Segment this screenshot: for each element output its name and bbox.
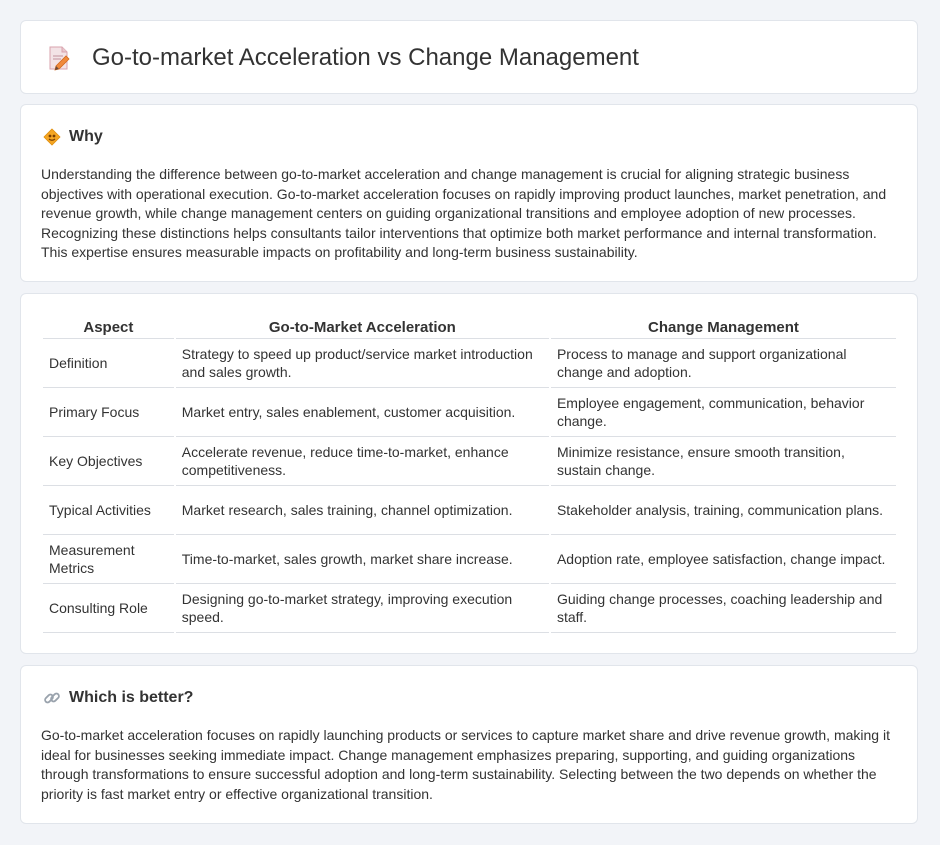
why-title: Why: [69, 128, 103, 145]
better-heading: [43, 687, 193, 709]
table-row: [43, 486, 896, 535]
header-aspect: Aspect: [43, 316, 174, 339]
go-to-market-cell: Market entry, sales enablement, customer acquisition.: [176, 388, 549, 437]
table-row: [43, 535, 896, 584]
go-to-market-cell: Strategy to speed up product/service market introduction and sales growth.: [176, 339, 549, 388]
page-title: Go-to-market Acceleration vs Change Management: [92, 44, 639, 71]
document-pencil-icon: [47, 45, 71, 71]
header-change-management: Change Management: [551, 316, 896, 339]
better-title: Which is better?: [69, 689, 194, 706]
aspect-cell: Key Objectives: [43, 437, 174, 486]
header-go-to-market: Go-to-Market Acceleration: [176, 316, 549, 339]
why-text: Understanding the difference between go-to-market acceleration and change management is crucial for aligning strategic business objectives with operational execution. Go-to-market acceleration focuses on rapidly improving product launches, market penetration, and revenue growth, while change management centers on guiding organizational transitions and employee adoption of new processes. Recognizing these distinctions helps consultants tailor interventions that optimize both market performance and internal transformation. This expertise ensures measurable impacts on profitability and long-term business sustainability.: [41, 166, 887, 261]
table-row: [43, 584, 896, 633]
aspect-cell: Definition: [43, 339, 174, 388]
go-to-market-cell: Designing go-to-market strategy, improving execution speed.: [176, 584, 549, 633]
comparison-section: [20, 293, 918, 654]
change-management-cell: Stakeholder analysis, training, communication plans.: [551, 486, 896, 535]
better-text: Go-to-market acceleration focuses on rapidly launching products or services to capture market share and drive revenue growth, making it ideal for businesses seeking immediate impact. Change management emphasizes preparing, supporting, and guiding organizations through transformations to ensure successful adoption and long-term sustainability. Selecting between the two depends on whether the priority is fast market entry or effective organizational transition.: [41, 727, 890, 802]
change-management-cell: Employee engagement, communication, behavior change.: [551, 388, 896, 437]
table-row: [43, 388, 896, 437]
aspect-cell: Primary Focus: [43, 388, 174, 437]
aspect-cell: Consulting Role: [43, 584, 174, 633]
aspect-cell: Typical Activities: [43, 486, 174, 535]
change-management-cell: Guiding change processes, coaching leadership and staff.: [551, 584, 896, 633]
go-to-market-cell: Time-to-market, sales growth, market share increase.: [176, 535, 549, 584]
why-section: [20, 104, 918, 282]
comparison-table: [41, 316, 898, 633]
header-card: [20, 20, 918, 94]
which-is-better-section: [20, 665, 918, 824]
why-heading: [43, 126, 103, 148]
go-to-market-cell: Accelerate revenue, reduce time-to-market, enhance competitiveness.: [176, 437, 549, 486]
table-header-row: [43, 316, 896, 339]
change-management-cell: Process to manage and support organizational change and adoption.: [551, 339, 896, 388]
change-management-cell: Adoption rate, employee satisfaction, change impact.: [551, 535, 896, 584]
aspect-cell: Measurement Metrics: [43, 535, 174, 584]
diamond-sparkle-icon: [43, 128, 61, 146]
link-icon: [43, 689, 61, 707]
go-to-market-cell: Market research, sales training, channel optimization.: [176, 486, 549, 535]
table-row: [43, 437, 896, 486]
table-row: [43, 339, 896, 388]
change-management-cell: Minimize resistance, ensure smooth transition, sustain change.: [551, 437, 896, 486]
